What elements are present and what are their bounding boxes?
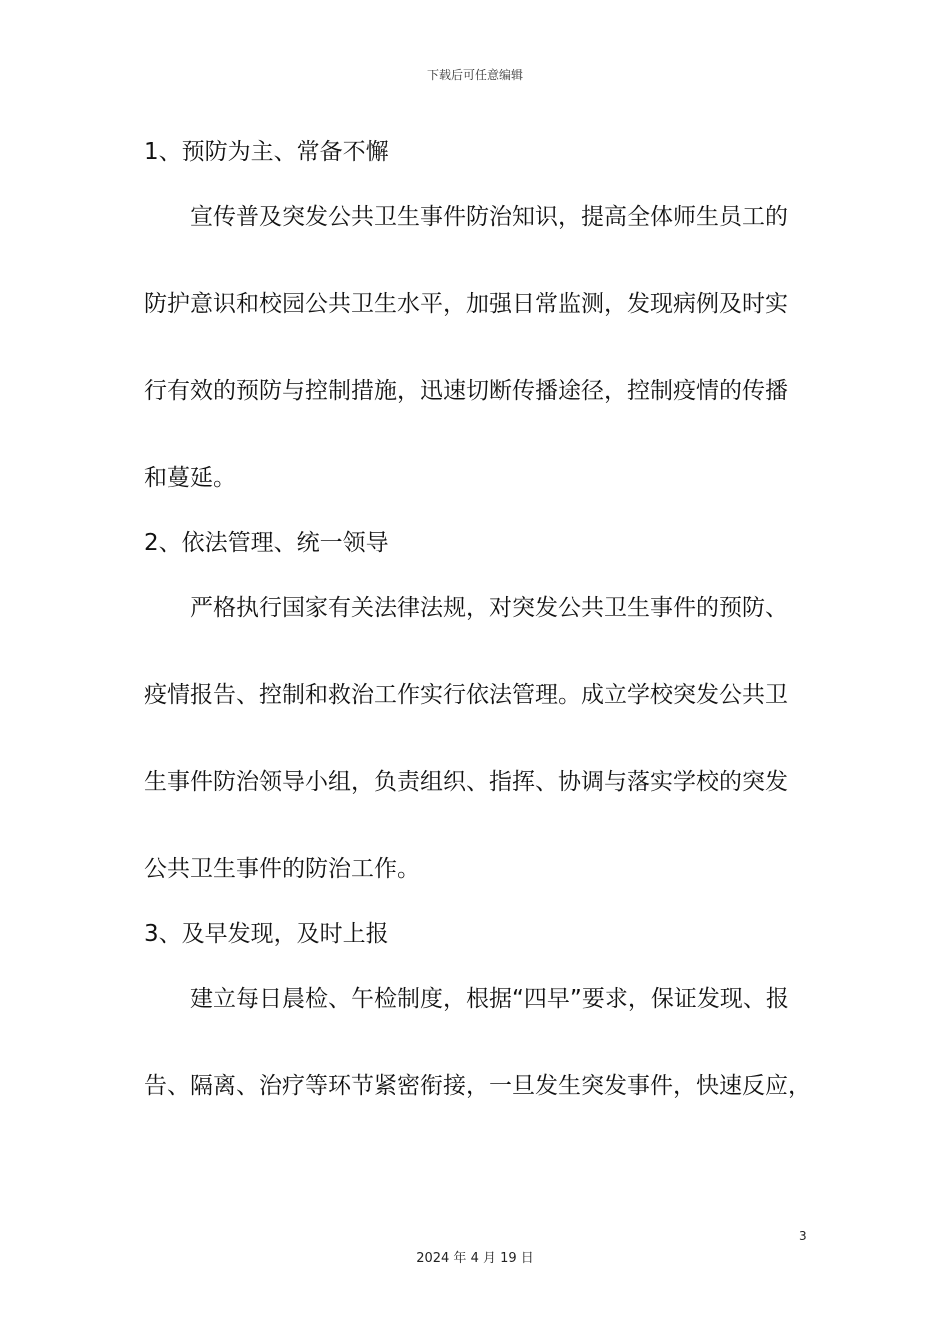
- paragraph-line: 宣传普及突发公共卫生事件防治知识，提高全体师生员工的: [190, 204, 788, 230]
- paragraph-line: 行有效的预防与控制措施，迅速切断传播途径，控制疫情的传播: [144, 378, 788, 404]
- paragraph-line: 防护意识和校园公共卫生水平，加强日常监测，发现病例及时实: [144, 291, 788, 317]
- paragraph-line: 公共卫生事件的防治工作。: [144, 856, 420, 882]
- paragraph-line: 疫情报告、控制和救治工作实行依法管理。成立学校突发公共卫: [144, 682, 788, 708]
- page-footer-date: 2024 年 4 月 19 日: [416, 1251, 534, 1266]
- section-paragraph-3: [144, 977, 824, 1108]
- paragraph-line: 告、隔离、治疗等环节紧密衔接，一旦发生突发事件，快速反应，: [144, 1073, 811, 1099]
- section-heading-3: 3、及早发现，及时上报: [144, 921, 389, 947]
- section-paragraph-1: [144, 195, 824, 500]
- paragraph-line: 严格执行国家有关法律法规，对突发公共卫生事件的预防、: [190, 595, 788, 621]
- section-paragraph-2: [144, 586, 824, 891]
- page-number: 3: [799, 1229, 807, 1243]
- paragraph-line: 和蔓延。: [144, 465, 236, 491]
- section-heading-1: 1、预防为主、常备不懈: [144, 139, 389, 165]
- paragraph-line: 生事件防治领导小组，负责组织、指挥、协调与落实学校的突发: [144, 769, 788, 795]
- document-body: [144, 130, 824, 1151]
- paragraph-line: 建立每日晨检、午检制度，根据“四早”要求，保证发现、报: [190, 986, 789, 1012]
- page-header: 下载后可任意编辑: [426, 68, 523, 82]
- section-heading-2: 2、依法管理、统一领导: [144, 530, 389, 556]
